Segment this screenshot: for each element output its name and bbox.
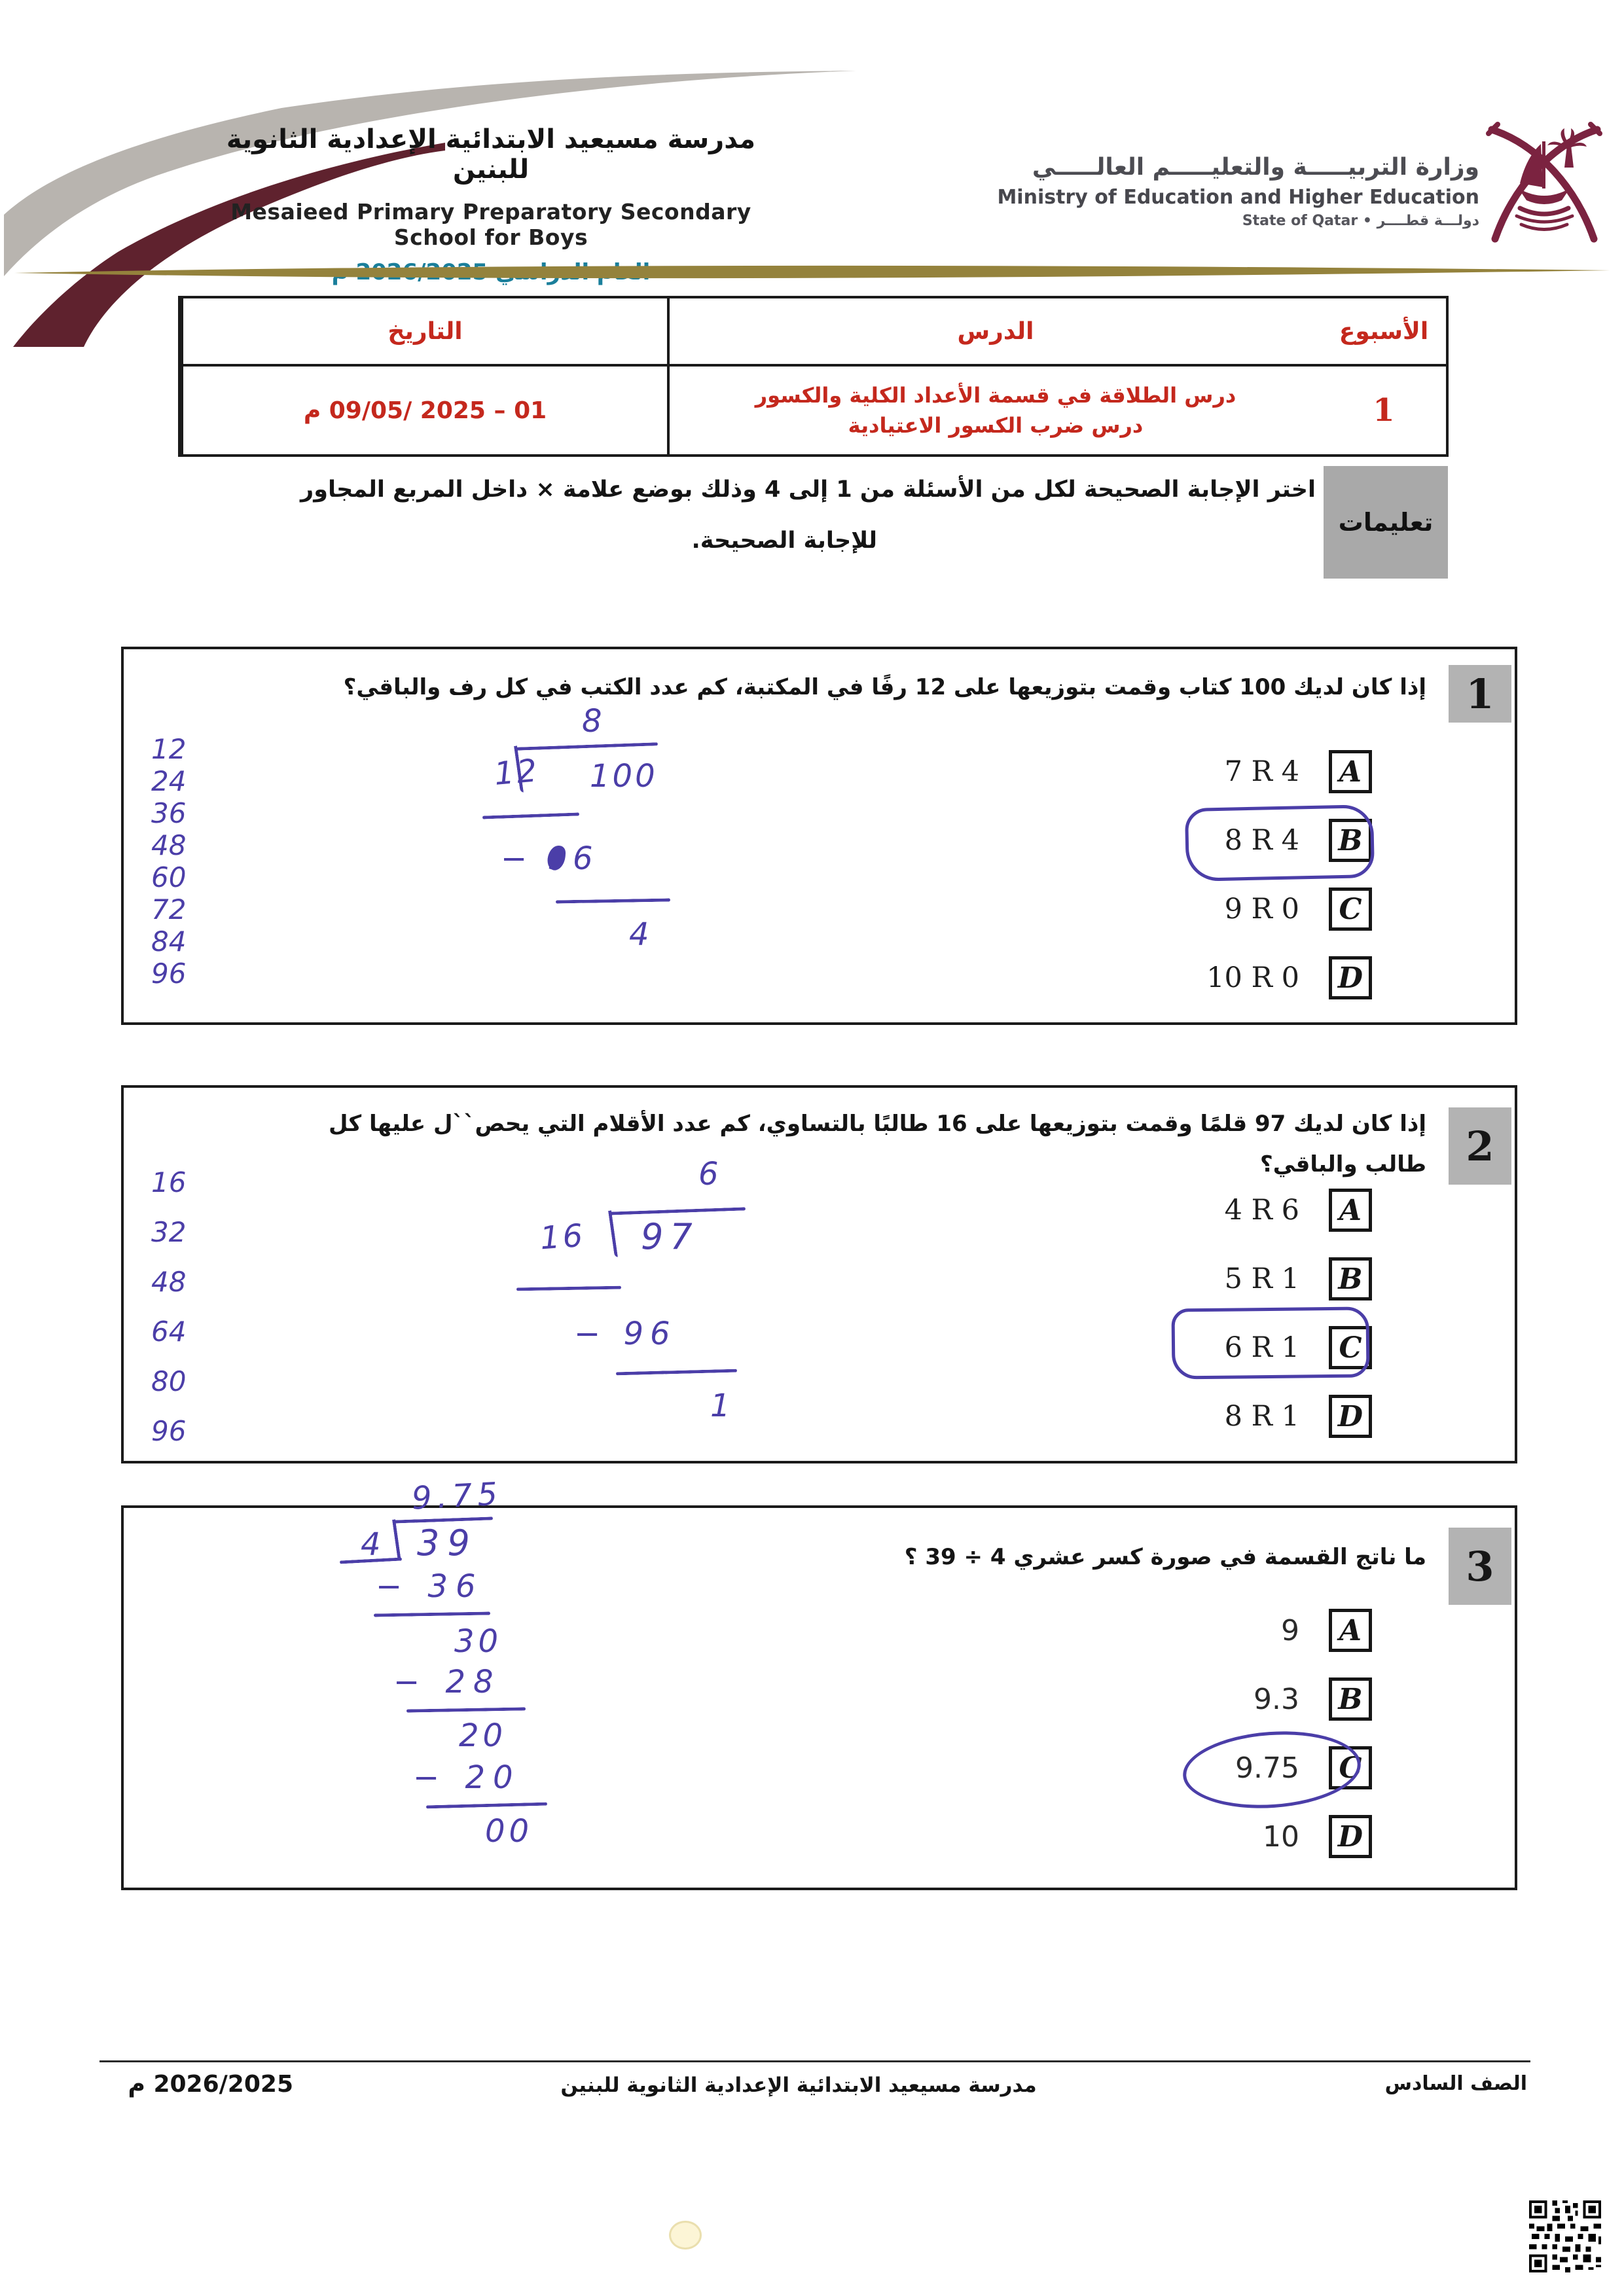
q3-selected-answer-ink-circle [1180,1726,1363,1814]
hw-divisor: 16 [539,1217,586,1257]
option-row [1175,1816,1372,1857]
q3-option-d-checkbox[interactable] [1329,1815,1372,1858]
hw-dividend: 39 [417,1522,478,1564]
hw-division-bracket [608,1210,618,1257]
option-value: 4 R 6 [1224,1194,1299,1227]
lesson-line2: درس ضرب الكسور الاعتيادية [848,413,1144,438]
question-3-number-badge: 3 [1449,1528,1511,1605]
q2-option-d-checkbox[interactable] [1329,1395,1372,1438]
hw-quotient: 6 [698,1156,721,1193]
option-letter: B [1338,1682,1363,1716]
lesson-line1: درس الطلاقة في قسمة الأعداد الكلية والكسور [755,383,1236,408]
option-letter: A [1339,1613,1362,1647]
question-2-text-line1: إذا كان لديك 97 قلمًا وقمت بتوزيعها على 16 طالبًا بالتساوي، كم عدد الأقلام التي يحص``ل عليها كل [329,1111,1426,1137]
hw-multiple: 60 [151,861,187,893]
table-header-lesson: الدرس [667,298,1322,364]
option-value: 9 [1281,1613,1299,1647]
ministry-header-block [949,154,1479,229]
option-value: 10 [1263,1820,1299,1854]
q1-option-a-checkbox[interactable] [1329,750,1372,793]
option-row [1175,1678,1372,1720]
hw-ink-line [374,1611,490,1617]
option-row [1175,1609,1372,1651]
hw-ink-line [616,1369,737,1376]
table-cell-week: 1 [1322,364,1446,454]
question-2-text-line2: طالب والباقي؟ [1260,1151,1426,1177]
hw-multiple: 16 [151,1166,187,1198]
q1-option-c-checkbox[interactable] [1329,888,1372,931]
hw-ink-line [556,898,670,903]
school-name-english-line2: School for Boys [393,224,588,250]
table-header-date: التاريخ [181,298,667,364]
qr-code [1526,2198,1604,2275]
hw-multiple: 84 [151,925,187,958]
option-row [1175,1189,1372,1231]
hw-subtraction-step: − 96 [574,1316,677,1352]
option-value: 8 R 4 [1224,824,1299,857]
option-letter: C [1339,1331,1362,1365]
hw-division-overline [515,742,658,751]
hw-multiple: 64 [151,1316,187,1348]
hw-subtraction-step: − 96 [501,840,598,877]
hw-dividend: 97 [641,1216,699,1257]
ministry-name-english: Ministry of Education and Higher Education [997,186,1479,209]
q1-selected-answer-ink-circle [1185,804,1375,882]
table-cell-date: 01 – 2025 /09/05 م [181,364,667,454]
gold-divider-line [14,265,1612,282]
option-letter: D [1337,1820,1363,1854]
hw-remainder: 00 [485,1813,533,1850]
option-value: 9.3 [1254,1682,1299,1716]
option-row [1175,1395,1372,1437]
option-row [1175,1258,1372,1300]
hw-remainder: 1 [710,1388,733,1424]
yellow-ink-dot [669,2221,702,2250]
question-3-text: ما ناتج القسمة في صورة كسر عشري ⁦39 ÷ 4⁩ ؟ [904,1544,1426,1570]
question-1-text: إذا كان لديك 100 كتاب وقمت بتوزيعها على 12 رفًا في المكتبة، كم عدد الكتب في كل رف والباقي؟ [343,674,1426,700]
q2-option-a-checkbox[interactable] [1329,1189,1372,1232]
question-1-number-badge: 1 [1449,665,1511,723]
hw-multiple: 80 [151,1365,187,1397]
option-letter: C [1339,1751,1362,1785]
instructions-text-line2: للإجابة الصحيحة. [691,528,877,554]
table-header-week: الأسبوع [1339,317,1429,345]
school-name-arabic: مدرسة مسيعيد الابتدائية الإعدادية الثانوية للبنين [226,124,756,185]
lesson-info-table [178,296,1449,457]
option-letter: C [1339,892,1362,926]
q1-option-d-checkbox[interactable] [1329,956,1372,999]
question-3-box [121,1475,1517,1890]
hw-multiple: 96 [151,958,187,990]
q3-option-b-checkbox[interactable] [1329,1677,1372,1721]
footer-school-name: مدرسة مسيعيد الابتدائية الإعدادية الثانوية للبنين [560,2073,1037,2097]
hw-multiple: 32 [151,1216,187,1248]
hw-remainder: 4 [629,916,652,953]
question-2-box [121,1085,1517,1463]
qatar-emblem-icon [1481,105,1608,245]
option-value: 10 R 0 [1206,961,1299,994]
hw-ink-line [406,1707,526,1712]
option-row [1175,751,1372,793]
hw-divisor: 4 [361,1526,384,1563]
q2-option-b-checkbox[interactable] [1329,1257,1372,1300]
option-row [1175,888,1372,930]
footer-year: 2026/2025 م [128,2071,293,2098]
option-letter: B [1338,823,1363,857]
hw-division-bracket [392,1519,401,1561]
option-value: 5 R 1 [1224,1263,1299,1295]
instructions-label: تعليمات [1338,508,1434,537]
hw-multiple: 48 [151,829,187,861]
question-2-number-badge: 2 [1449,1107,1511,1185]
hw-subtraction-step: − 36 [376,1568,484,1605]
table-cell-lesson [667,364,1322,454]
instructions-label-box [1324,466,1448,579]
hw-multiple: 24 [151,765,187,797]
hw-ink-line [426,1803,547,1809]
hw-multiple: 48 [151,1266,187,1298]
option-value: 7 R 4 [1224,755,1299,788]
hw-division-overline [609,1207,746,1215]
hw-bringdown: 20 [459,1717,507,1754]
hw-subtraction-step: − 20 [413,1759,521,1796]
hw-quotient: 9.75 [410,1475,504,1517]
option-value: 6 R 1 [1224,1331,1299,1364]
hw-bringdown: 30 [454,1623,503,1660]
hw-multiple: 72 [151,893,187,925]
hw-multiple: 36 [151,797,187,829]
question-1-box [121,647,1517,1025]
state-of-qatar-line: دولـــة قطــــر • State of Qatar [1242,213,1479,229]
instructions-text-line1: اختر الإجابة الصحيحة لكل من الأسئلة من 1 إلى 4 وذلك بوضع علامة × داخل المربع المجاور [300,476,1316,503]
option-letter: B [1338,1262,1363,1296]
footer-divider-line [99,2060,1530,2062]
option-letter: A [1339,1193,1362,1227]
footer-grade: الصف السادس [1384,2072,1527,2095]
hw-subtraction-step: − 28 [393,1664,501,1700]
option-letter: D [1337,1399,1363,1433]
hw-multiple: 12 [151,733,187,765]
option-row [1175,957,1372,999]
hw-dividend: 100 [590,758,658,795]
hw-ink-line [516,1286,621,1291]
school-name-english-line1: Mesaieed Primary Preparatory Secondary [230,199,751,224]
option-letter: D [1337,961,1363,995]
option-value: 9.75 [1235,1751,1299,1785]
q3-option-a-checkbox[interactable] [1329,1609,1372,1652]
option-value: 8 R 1 [1224,1400,1299,1433]
option-letter: A [1339,755,1362,789]
hw-multiple: 96 [151,1415,187,1447]
option-value: 9 R 0 [1224,893,1299,925]
ministry-name-arabic: وزارة التربيـــــة والتعليـــــم العالـــــي [1032,154,1479,181]
school-header-block [190,124,792,285]
hw-ink-line [482,812,579,819]
hw-quotient: 8 [582,703,605,740]
hw-divisor: 12 [492,752,541,793]
q2-selected-answer-ink-circle [1171,1306,1369,1379]
